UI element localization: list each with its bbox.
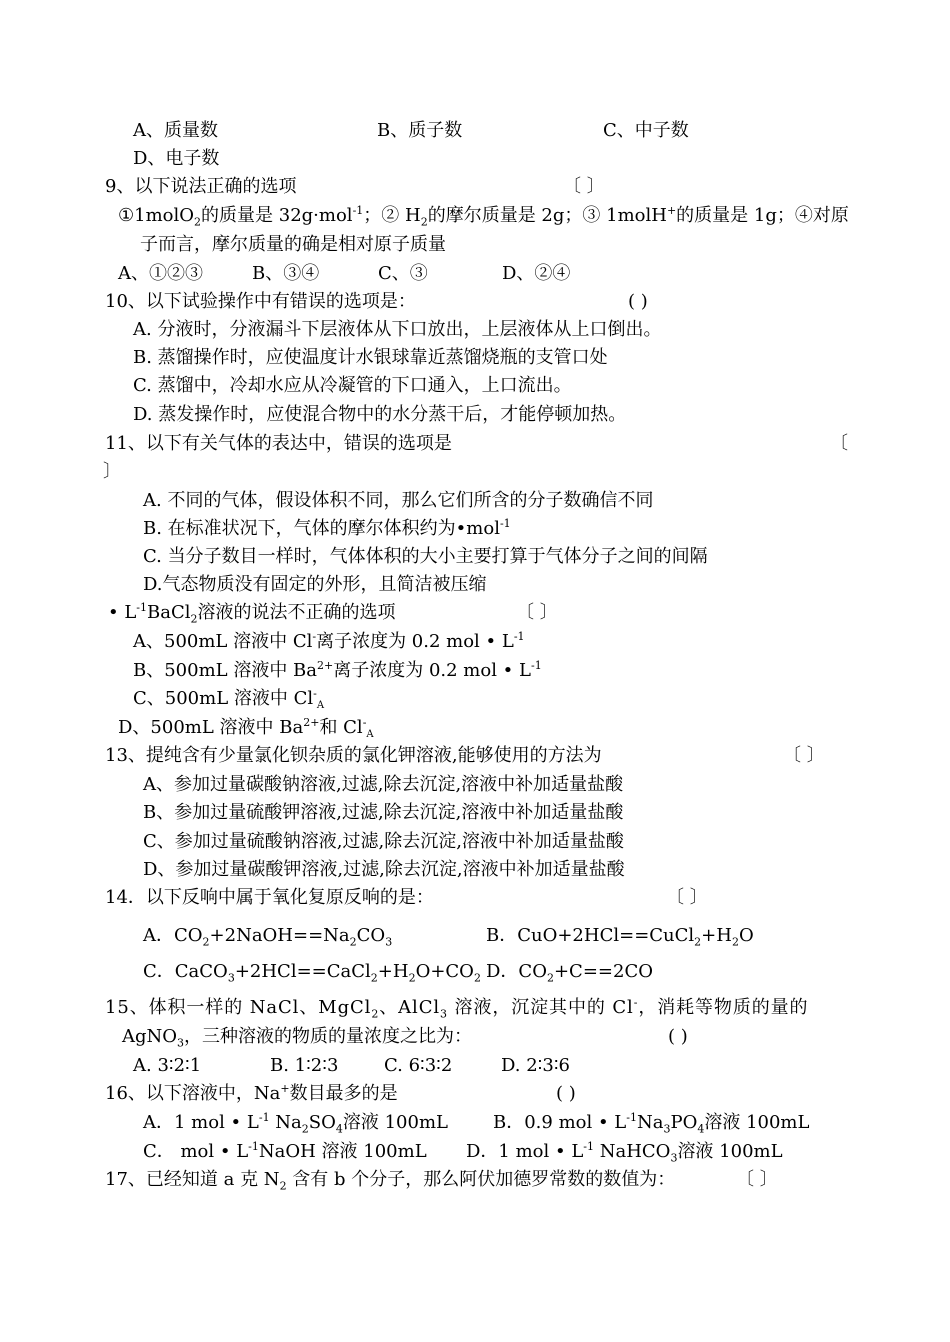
- q16-option-d: D．1 mol • $L^{-1}$ NaHCO$_3$溶液 100mL: [466, 1140, 783, 1165]
- q11-bracket-open: 〔: [830, 433, 848, 454]
- q13-stem: 13、提纯含有少量氯化钡杂质的氯化钾溶液,能够使用的方法为: [105, 745, 602, 766]
- q14-option-a: A．$CO_2+2NaOH==Na_2CO_3$: [143, 925, 393, 949]
- q15-stem-line2: AgNO$_3$，三种溶液的物质的量浓度之比为：: [122, 1026, 473, 1050]
- q16-option-b: B．0.9 mol • $L^{-1}Na_3PO_4$溶液 100mL: [493, 1111, 810, 1136]
- q12-option-a: A、500mL 溶液中 Cl-离子浓度为 0.2 mol • $L^{-1}$: [133, 630, 525, 652]
- q15-option-b: B. 1∶2∶3: [270, 1055, 339, 1076]
- q10-option-b: B. 蒸馏操作时，应使温度计水银球靠近蒸馏烧瓶的支管口处: [133, 347, 608, 368]
- q15-option-c: C. 6∶3∶2: [384, 1055, 453, 1076]
- q9-statement-line2: 子而言，摩尔质量的确是相对原子质量: [140, 234, 446, 255]
- q13-option-b: B、参加过量硫酸钾溶液,过滤,除去沉淀,溶液中补加适量盐酸: [143, 802, 624, 823]
- q10-option-a: A. 分液时，分液漏斗下层液体从下口放出，上层液体从上口倒出。: [133, 319, 662, 340]
- q11-option-d: D.气态物质没有固定的外形，且简洁被压缩: [143, 574, 487, 595]
- q10-stem: 10、以下试验操作中有错误的选项是：: [105, 291, 416, 312]
- q9-option-b: B、③④: [252, 263, 320, 284]
- q11-stem: 11、以下有关气体的表达中，错误的选项是: [105, 433, 452, 454]
- q8-option-d: D、电子数: [133, 148, 220, 169]
- q10-option-c: C. 蒸馏中，冷却水应从冷凝管的下口通入，上口流出。: [133, 375, 572, 396]
- q16-option-c: C． mol • $L^{-1}NaOH$ 溶液 100mL: [143, 1140, 427, 1162]
- q12-option-c: C、500mL 溶液中 $Cl^-_A$: [133, 687, 325, 711]
- q16-option-a: A．1 mol • $L^{-1}$ $Na_2SO_4$溶液 100mL: [143, 1111, 448, 1136]
- q10-bracket: ( ): [628, 291, 648, 312]
- q12-bracket: 〔 〕: [516, 602, 558, 623]
- q11-option-b: B. 在标准状况下，气体的摩尔体积约为•mol$^{-1}$: [143, 517, 511, 539]
- q11-option-c: C. 当分子数目一样时，气体体积的大小主要打算于气体分子之间的间隔: [143, 546, 708, 567]
- q8-option-b: B、质子数: [377, 120, 463, 141]
- q14-option-b: B．$CuO+2HCl==CuCl_2+H_2O$: [486, 925, 754, 949]
- q13-bracket: 〔 〕: [783, 745, 825, 766]
- q14-option-d: D．$CO_2+C==2CO$: [486, 961, 653, 985]
- q15-bracket: ( ): [668, 1026, 688, 1047]
- q14-stem: 14．以下反响中属于氧化复原反响的是：: [105, 887, 434, 908]
- q12-option-b: B、500mL 溶液中 $Ba^{2+}$离子浓度为 0.2 mol • $L^{-1}$: [133, 659, 542, 681]
- q17-stem: 17、已经知道 a 克 $N_2$ 含有 b 个分子，那么阿伏加德罗常数的数值为：: [105, 1169, 676, 1193]
- q12-stem: • $L^{-1}BaCl_2$溶液的说法不正确的选项: [108, 601, 396, 626]
- q8-option-a: A、质量数: [133, 120, 218, 141]
- q9-bracket: 〔 〕: [563, 176, 605, 197]
- q16-stem: 16、以下溶液中，Na+数目最多的是: [105, 1082, 398, 1104]
- q8-option-c: C、中子数: [603, 120, 689, 141]
- q15-stem-line1: 15、体积一样的 NaCl、MgCl$_2$、AlCl$_3$ 溶液，沉淀其中的 Cl-，消耗等物质的量的: [105, 996, 809, 1021]
- q13-option-d: D、参加过量碳酸钾溶液,过滤,除去沉淀,溶液中补加适量盐酸: [143, 859, 625, 880]
- q9-option-d: D、②④: [502, 263, 571, 284]
- q14-bracket: 〔 〕: [666, 887, 708, 908]
- q11-bracket-close: 〕: [103, 461, 121, 482]
- q13-option-a: A、参加过量碳酸钠溶液,过滤,除去沉淀,溶液中补加适量盐酸: [143, 774, 624, 795]
- q10-option-d: D. 蒸发操作时，应使混合物中的水分蒸干后，才能停顿加热。: [133, 404, 627, 425]
- q15-option-a: A. 3∶2∶1: [133, 1055, 202, 1076]
- q15-option-d: D. 2∶3∶6: [501, 1055, 570, 1076]
- q11-option-a: A. 不同的气体，假设体积不同，那么它们所含的分子数确信不同: [143, 490, 654, 511]
- q9-statement-line1: ①1molO$_2$的质量是 32g·mol$^{-1}$；② $H_2$的摩尔质量是 2g；③ 1molH+的质量是 1g；④对原: [118, 204, 849, 229]
- q12-option-d: D、500mL 溶液中 $Ba^{2+}$和 $Cl^-_A$: [118, 716, 374, 740]
- q9-option-a: A、①②③: [118, 263, 203, 284]
- q14-option-c: C．$CaCO_3+2HCl==CaCl_2+H_2O+CO_2$: [143, 961, 481, 985]
- q9-stem: 9、以下说法正确的选项: [105, 176, 297, 197]
- q9-option-c: C、③: [378, 263, 428, 284]
- q13-option-c: C、参加过量硫酸钠溶液,过滤,除去沉淀,溶液中补加适量盐酸: [143, 831, 624, 852]
- q16-bracket: ( ): [556, 1083, 576, 1104]
- q17-bracket: 〔 〕: [736, 1169, 778, 1190]
